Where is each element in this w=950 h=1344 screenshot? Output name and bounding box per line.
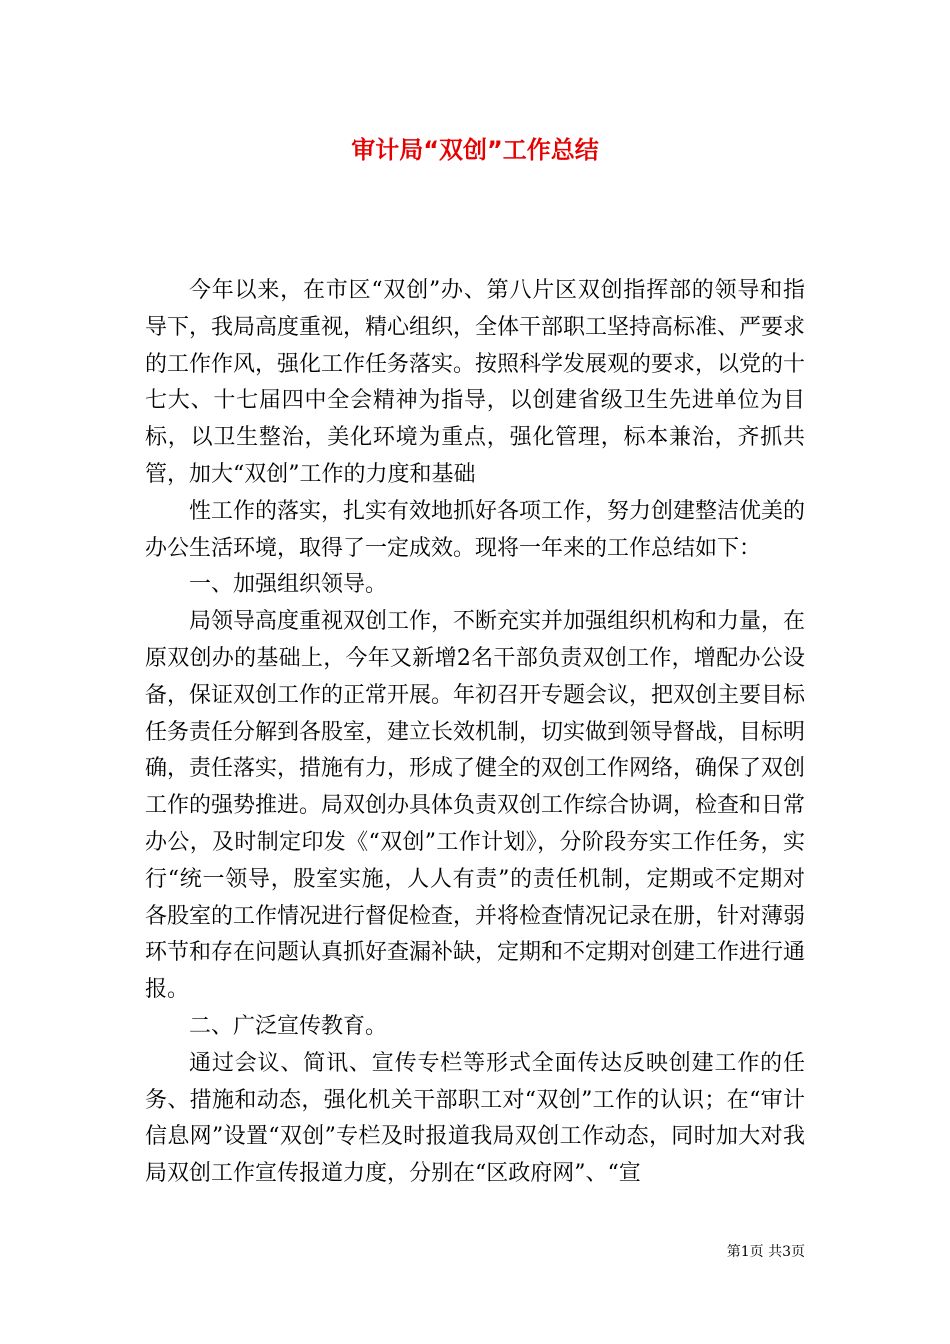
paragraph-intro-continued: 性工作的落实，扎实有效地抓好各项工作，努力创建整洁优美的办公生活环境，取得了一定成效。现将一年来的工作总结如下：	[145, 498, 806, 561]
section-heading-1: 一、加强组织领导。	[189, 572, 388, 598]
document-body	[145, 273, 805, 1193]
section-heading-2: 二、广泛宣传教育。	[189, 1013, 388, 1039]
paragraph-section-2: 通过会议、简讯、宣传专栏等形式全面传达反映创建工作的任务、措施和动态，强化机关干部职工对“双创”工作的认识；在“审计信息网”设置“双创”专栏及时报道我局双创工作动态，同时加大对我局双创工作宣传报道力度，分别在“区政府网”、“宣	[145, 1050, 805, 1187]
paragraph-section-1: 局领导高度重视双创工作，不断充实并加强组织机构和力量，在原双创办的基础上，今年又新增2名干部负责双创工作，增配办公设备，保证双创工作的正常开展。年初召开专题会议，把双创主要目标任务责任分解到各股室，建立长效机制，切实做到领导督战，目标明确，责任落实，措施有力，形成了健全的双创工作网络，确保了双创工作的强势推进。局双创办具体负责双创工作综合协调，检查和日常办公，及时制定印发《“双创”工作计划》，分阶段夯实工作任务，实行“统一领导，股室实施，人人有责”的责任机制，定期或不定期对各股室的工作情况进行督促检查，并将检查情况记录在册，针对薄弱环节和存在问题认真抓好查漏补缺，定期和不定期对创建工作进行通报。	[145, 609, 806, 1003]
document-title: 审计局“双创”工作总结	[351, 136, 599, 164]
paragraph-intro: 今年以来，在市区“双创”办、第八片区双创指挥部的领导和指导下，我局高度重视，精心组织，全体干部职工坚持高标准、严要求的工作作风，强化工作任务落实。按照科学发展观的要求，以党的十七大、十七届四中全会精神为指导，以创建省级卫生先进单位为目标，以卫生整治，美化环境为重点，强化管理，标本兼治，齐抓共管，加大“双创”工作的力度和基础	[145, 278, 806, 487]
page-number-footer: 第1页 共3页	[726, 1244, 805, 1260]
